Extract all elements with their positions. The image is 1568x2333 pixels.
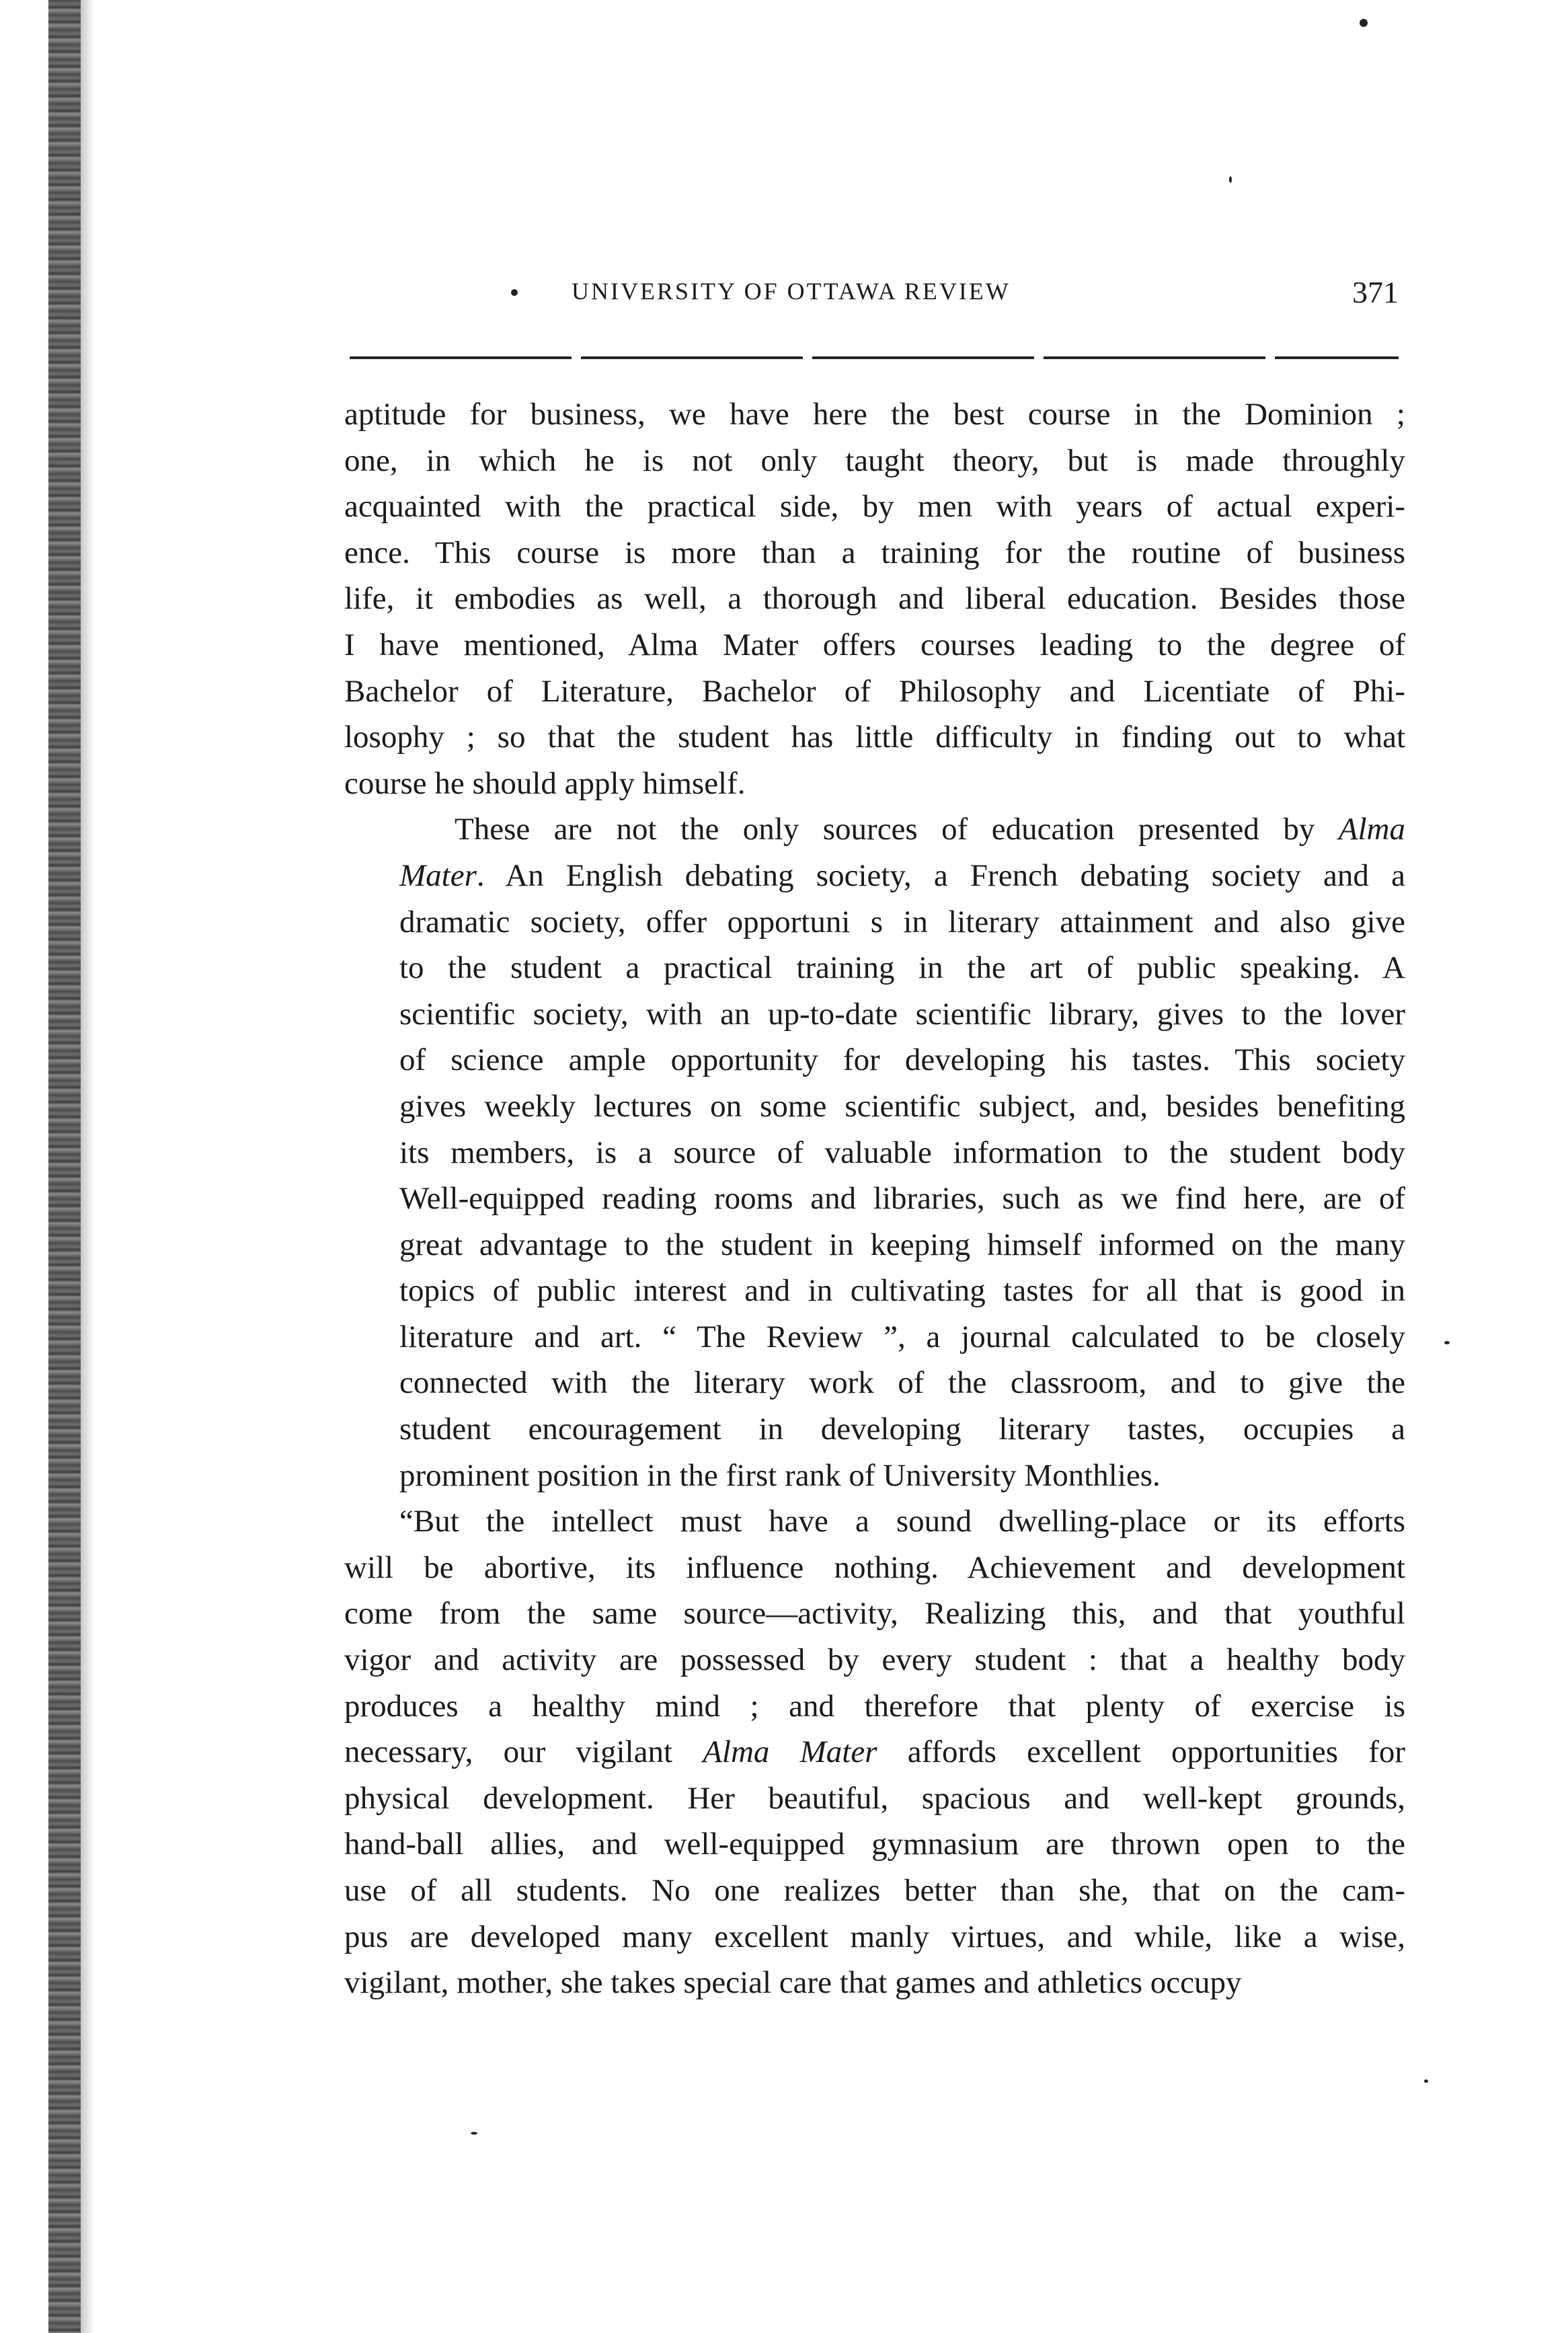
text-line: its members, is a source of valuable information to the student body — [399, 1135, 1405, 1170]
scan-speck — [1229, 176, 1232, 183]
text-line: course he should apply himself. — [344, 765, 746, 801]
scan-speck — [1424, 2079, 1428, 2083]
text-line: Bachelor of Literature, Bachelor of Philosophy and Licentiate of Phi- — [344, 673, 1405, 709]
text-line: one, in which he is not only taught theory, but is made throughly — [344, 443, 1405, 478]
text-line: physical development. Her beautiful, spacious and well-kept grounds, — [344, 1780, 1405, 1816]
text-line: great advantage to the student in keeping himself informed on the many — [399, 1227, 1405, 1262]
text-line: ence. This course is more than a training for the routine of business — [344, 535, 1405, 570]
text-line: acquainted with the practical side, by men with years of actual experi- — [344, 489, 1405, 525]
page-number: 371 — [1352, 275, 1399, 309]
text-line: losophy ; so that the student has little difficulty in finding out to what — [344, 720, 1405, 755]
text-line: life, it embodies as well, a thorough and liberal education. Besides those — [344, 581, 1405, 617]
running-title: UNIVERSITY OF OTTAWA REVIEW — [572, 278, 1011, 305]
text-line: connected with the literary work of the classroom, and to give the — [399, 1365, 1405, 1401]
text-line: gives weekly lectures on some scientific subject, and, besides benefiting — [399, 1088, 1405, 1124]
text-line: vigor and activity are possessed by every student : that a healthy body — [344, 1642, 1405, 1678]
text-line: produces a healthy mind ; and therefore that plenty of exercise is — [344, 1688, 1405, 1724]
text-line: use of all students. No one realizes better than she, that on the cam- — [344, 1873, 1405, 1908]
text-line: These are not the only sources of education presented by Alma — [455, 812, 1405, 847]
text-line: will be abortive, its influence nothing. Achievement and development — [344, 1550, 1405, 1585]
text-line: student encouragement in developing literary tastes, occupies a — [399, 1412, 1405, 1447]
text-line: vigilant, mother, she takes special care that games and athletics occupy — [344, 1965, 1242, 2001]
scan-speck — [1444, 1341, 1450, 1344]
scan-speck — [471, 2132, 477, 2135]
text-line: pus are developed many excellent manly virtues, and while, like a wise, — [344, 1919, 1405, 1954]
text-line: to the student a practical training in the art of public speaking. A — [399, 950, 1405, 986]
text-line: “But the intellect must have a sound dwelling-place or its efforts — [399, 1504, 1405, 1539]
page-header — [343, 269, 1405, 316]
scan-speck — [1360, 19, 1368, 27]
text-line: aptitude for business, we have here the best course in the Dominion ; — [344, 397, 1405, 432]
book-binding-edge — [48, 0, 81, 2333]
text-line: I have mentioned, Alma Mater offers courses leading to the degree of — [344, 627, 1405, 662]
text-line: literature and art. “ The Review ”, a journal calculated to be closely — [399, 1319, 1405, 1354]
body-text — [344, 391, 1405, 2006]
text-line: Well-equipped reading rooms and libraries, such as we find here, are of — [399, 1181, 1405, 1217]
text-line: scientific society, with an up-to-date scientific library, gives to the lover — [399, 996, 1405, 1032]
text-line: come from the same source—activity, Realizing this, and that youthful — [344, 1596, 1405, 1632]
header-bullet — [511, 289, 518, 296]
text-line: hand-ball allies, and well-equipped gymnasium are thrown open to the — [344, 1827, 1405, 1862]
text-line: of science ample opportunity for developing his tastes. This society — [399, 1042, 1405, 1078]
header-rule — [350, 356, 1399, 359]
paragraph — [344, 391, 1405, 806]
text-line: prominent position in the first rank of University Monthlies. — [399, 1457, 1161, 1493]
text-line: dramatic society, offer opportuni s in literary attainment and also give — [399, 904, 1405, 940]
text-line: topics of public interest and in cultivating tastes for all that is good in — [399, 1273, 1405, 1309]
paragraph — [344, 1498, 1405, 2006]
text-line: necessary, our vigilant Alma Mater affords excellent opportunities for — [344, 1734, 1406, 1770]
paragraph — [344, 806, 1405, 1498]
text-line: Mater. An English debating society, a French debating society and a — [399, 857, 1405, 893]
